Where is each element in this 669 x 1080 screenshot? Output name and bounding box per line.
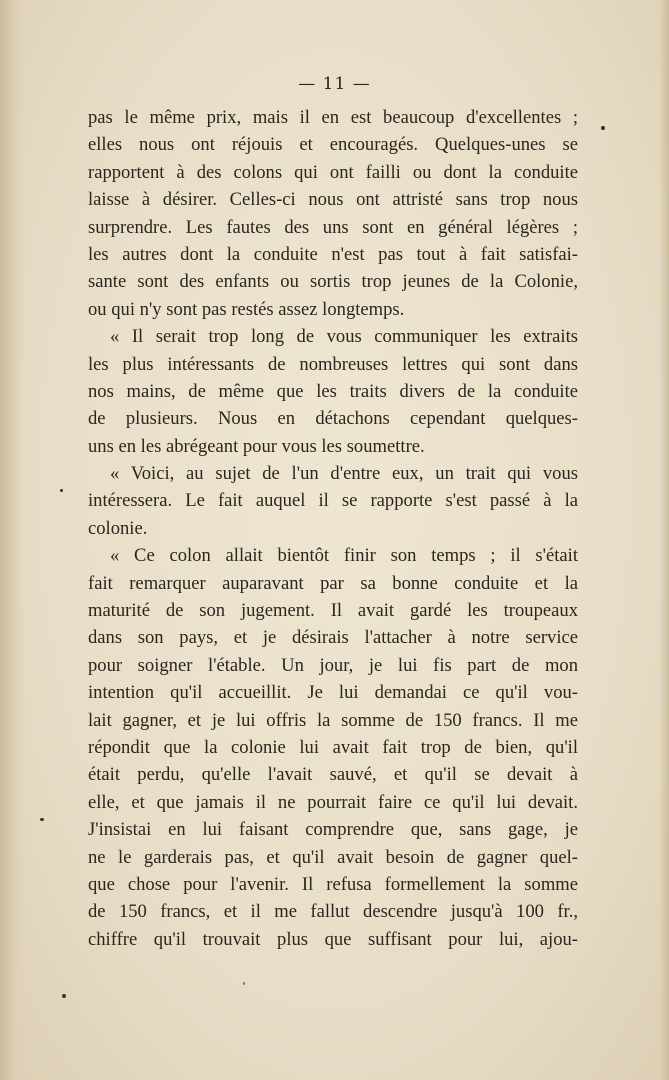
page-number-header: — 11 — — [298, 74, 371, 94]
ink-speck — [62, 994, 66, 998]
text-line: colonie. — [88, 517, 148, 539]
text-line: « Ce colon allait bientôt finir son temps ; il s'était — [110, 545, 578, 567]
text-line: « Il serait trop long de vous communiquer les extraits — [110, 326, 578, 348]
text-line: sante sont des enfants ou sortis trop jeunes de la Colonie, — [88, 271, 578, 293]
text-line: pas le même prix, mais il en est beaucoup d'excellentes ; — [88, 107, 578, 128]
text-line: dans son pays, et je désirais l'attacher à notre service — [88, 627, 578, 649]
text-line: ou qui n'y sont pas restés assez longtemps. — [88, 298, 405, 320]
text-line: chiffre qu'il trouvait plus que suffisant pour lui, ajou- — [88, 928, 578, 950]
text-line: fait remarquer auparavant par sa bonne conduite et la — [88, 572, 578, 594]
ink-speck — [243, 982, 245, 985]
text-line: que chose pour l'avenir. Il refusa formellement la somme — [88, 873, 578, 895]
text-line: était perdu, qu'elle l'avait sauvé, et qu'il se devait à — [88, 764, 578, 786]
text-line: les plus intéressants de nombreuses lettres qui sont dans — [88, 353, 578, 375]
text-line: rapportent à des colons qui ont failli ou dont la conduite — [88, 161, 578, 183]
body-text — [88, 104, 578, 953]
text-line: intention qu'il accueillit. Je lui demandai ce qu'il vou- — [88, 682, 578, 704]
text-line: elle, et que jamais il ne pourrait faire ce qu'il lui devait. — [88, 791, 578, 813]
text-line: ne le garderais pas, et qu'il avait besoin de gagner quel- — [88, 846, 578, 868]
text-line: J'insistai en lui faisant comprendre que, sans gage, je — [88, 819, 578, 841]
ink-speck — [601, 126, 605, 130]
text-line: nos mains, de même que les traits divers de la conduite — [88, 380, 578, 402]
text-line: répondit que la colonie lui avait fait trop de bien, qu'il — [88, 736, 578, 758]
text-line: de 150 francs, et il me fallut descendre jusqu'à 100 fr., — [88, 901, 578, 923]
text-line: « Voici, au sujet de l'un d'entre eux, un trait qui vous — [110, 463, 578, 485]
ink-speck — [60, 489, 63, 492]
text-line: elles nous ont réjouis et encouragés. Quelques-unes se — [88, 134, 578, 156]
text-line: surprendre. Les fautes des uns sont en général légères ; — [88, 216, 578, 238]
text-line: de plusieurs. Nous en détachons cependant quelques- — [88, 408, 578, 430]
text-line: maturité de son jugement. Il avait gardé les troupeaux — [88, 600, 578, 622]
text-line: pour soigner l'étable. Un jour, je lui fis part de mon — [88, 654, 578, 676]
ink-speck — [40, 818, 44, 821]
text-line: intéressera. Le fait auquel il se rapporte s'est passé à la — [88, 490, 578, 512]
text-line: uns en les abrégeant pour vous les soumettre. — [88, 435, 425, 457]
text-line: lait gagner, et je lui offris la somme de 150 francs. Il me — [88, 709, 578, 731]
text-line: les autres dont la conduite n'est pas tout à fait satisfai- — [88, 243, 578, 265]
text-line: laisse à désirer. Celles-ci nous ont attristé sans trop nous — [88, 189, 578, 211]
